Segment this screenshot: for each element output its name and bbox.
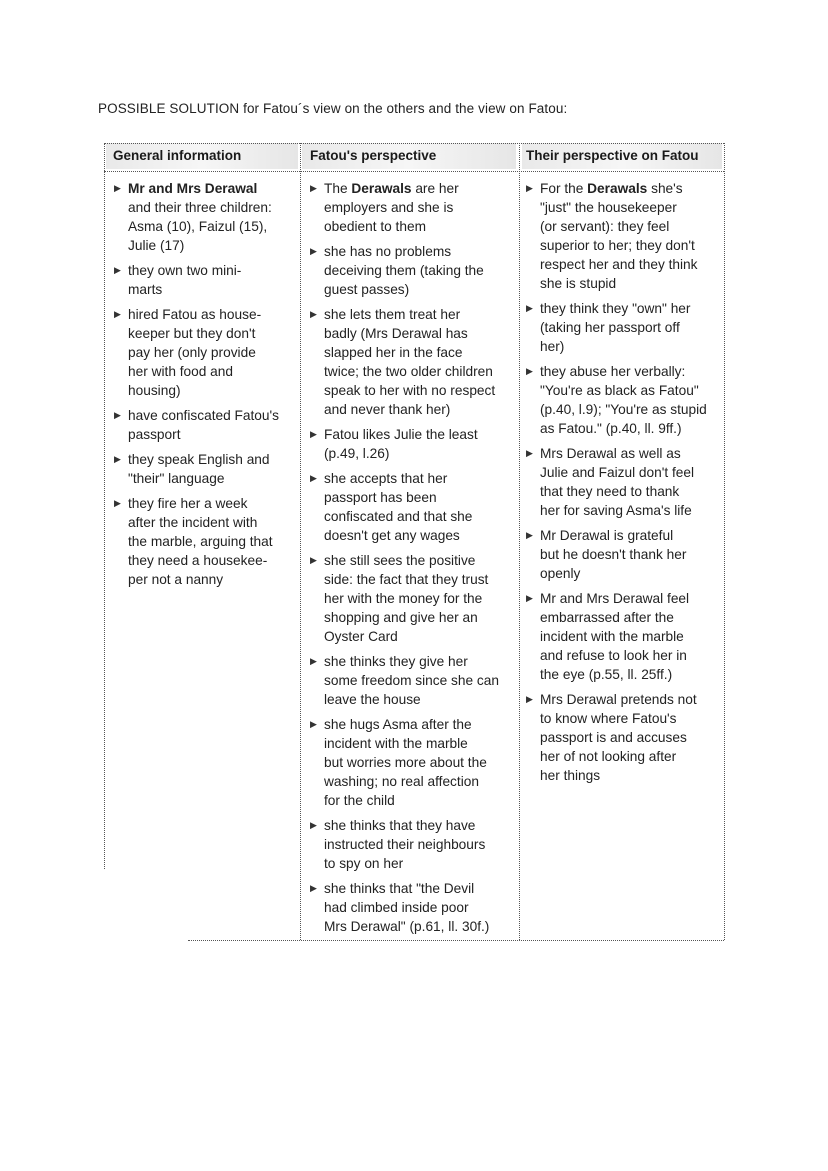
list-item-body: she thinks that they have instructed their neighbours to spy on her bbox=[324, 818, 486, 871]
list-item-text bbox=[128, 305, 298, 400]
list-item-text bbox=[324, 551, 520, 646]
list-item bbox=[308, 715, 520, 810]
list-item-body: they fire her a week after the incident with the marble, arguing that they need a housekee- per not a nanny bbox=[128, 496, 273, 587]
bullet-triangle-icon: ▶ bbox=[310, 883, 317, 893]
page-title: POSSIBLE SOLUTION for Fatou´s view on the others and the view on Fatou: bbox=[98, 101, 568, 116]
list-item bbox=[308, 879, 520, 936]
list-item-body: have confiscated Fatou's passport bbox=[128, 408, 279, 442]
bullet-triangle-icon: ▶ bbox=[114, 309, 121, 319]
list-item-bold: Derawals bbox=[351, 181, 412, 196]
list-item-body: Mrs Derawal pretends not to know where Fatou's passport is and accuses her of not looking after her things bbox=[540, 692, 697, 783]
table-top-border bbox=[104, 143, 724, 144]
table-left-border bbox=[104, 143, 105, 869]
bullet-triangle-icon: ▶ bbox=[310, 246, 317, 256]
list-item bbox=[308, 179, 520, 236]
list-item-text bbox=[540, 179, 722, 293]
list-item-text bbox=[324, 715, 520, 810]
comparison-table bbox=[104, 143, 724, 940]
list-item-text bbox=[540, 362, 722, 438]
list-item-text bbox=[540, 589, 722, 684]
bullet-triangle-icon: ▶ bbox=[526, 593, 533, 603]
list-item bbox=[112, 261, 298, 299]
bullet-triangle-icon: ▶ bbox=[310, 719, 317, 729]
list-item-text bbox=[324, 425, 520, 463]
bullet-triangle-icon: ▶ bbox=[526, 694, 533, 704]
list-item bbox=[308, 469, 520, 545]
list-item-body: Mr and Mrs Derawal feel embarrassed after the incident with the marble and refuse to look her in the eye (p.55, ll. 25ff.) bbox=[540, 591, 690, 682]
bullet-triangle-icon: ▶ bbox=[310, 555, 317, 565]
list-item bbox=[308, 425, 520, 463]
list-item bbox=[308, 242, 520, 299]
list-item-bold: Mr and Mrs Derawal bbox=[128, 181, 258, 196]
list-item-text bbox=[128, 179, 298, 255]
column-general-information bbox=[112, 179, 298, 595]
list-item-text bbox=[324, 305, 520, 419]
list-item bbox=[112, 494, 298, 589]
list-item bbox=[112, 450, 298, 488]
bullet-triangle-icon: ▶ bbox=[526, 448, 533, 458]
list-item-body: she still sees the positive side: the fact that they trust her with the money for the shopping and give her an Oyster Card bbox=[324, 553, 489, 644]
header-divider bbox=[104, 171, 724, 172]
list-item-text bbox=[128, 450, 298, 488]
bullet-triangle-icon: ▶ bbox=[526, 530, 533, 540]
list-item-prefix: For the bbox=[540, 181, 588, 196]
list-item-body: she thinks that "the Devil had climbed inside poor Mrs Derawal" (p.61, ll. 30f.) bbox=[324, 881, 490, 934]
bullet-triangle-icon: ▶ bbox=[114, 454, 121, 464]
list-item-body: she's "just" the housekeeper (or servant): they feel superior to her; they don't respect her and they think she is stupid bbox=[540, 181, 698, 291]
list-item bbox=[112, 179, 298, 255]
bullet-triangle-icon: ▶ bbox=[526, 366, 533, 376]
list-item-body: they own two mini- marts bbox=[128, 263, 242, 297]
list-item-body: Fatou likes Julie the least (p.49, l.26) bbox=[324, 427, 478, 461]
list-item-text bbox=[324, 816, 520, 873]
list-item bbox=[308, 305, 520, 419]
list-item-body: she thinks they give her some freedom since she can leave the house bbox=[324, 654, 499, 707]
column-their-perspective bbox=[524, 179, 722, 791]
list-item bbox=[524, 690, 722, 785]
table-right-border bbox=[724, 143, 725, 940]
bullet-triangle-icon: ▶ bbox=[310, 473, 317, 483]
bullet-triangle-icon: ▶ bbox=[310, 183, 317, 193]
list-item-body: she accepts that her passport has been confiscated and that she doesn't get any wages bbox=[324, 471, 473, 543]
bullet-triangle-icon: ▶ bbox=[526, 183, 533, 193]
list-item-prefix: The bbox=[324, 181, 352, 196]
list-item-bold: Derawals bbox=[587, 181, 648, 196]
list-item-text bbox=[540, 299, 722, 356]
list-item bbox=[524, 444, 722, 520]
list-item-body: she has no problems deceiving them (taking the guest passes) bbox=[324, 244, 484, 297]
column-divider-1 bbox=[300, 143, 301, 940]
list-item-text bbox=[540, 526, 722, 583]
header-general-information: General information bbox=[113, 148, 242, 163]
list-item-body: they abuse her verbally: "You're as black as Fatou" (p.40, l.9); "You're as stupid as Fatou." (p.40, ll. 9ff.) bbox=[540, 364, 707, 436]
list-item-text bbox=[540, 444, 722, 520]
list-item-text bbox=[128, 406, 298, 444]
list-item-body: they speak English and "their" language bbox=[128, 452, 270, 486]
list-item bbox=[524, 526, 722, 583]
list-item-text bbox=[540, 690, 722, 785]
list-item-body: they think they "own" her (taking her passport off her) bbox=[540, 301, 691, 354]
list-item bbox=[112, 406, 298, 444]
list-item-text bbox=[324, 879, 520, 936]
list-item-body: and their three children: Asma (10), Faizul (15), Julie (17) bbox=[128, 200, 272, 253]
bullet-triangle-icon: ▶ bbox=[310, 656, 317, 666]
list-item bbox=[524, 299, 722, 356]
bullet-triangle-icon: ▶ bbox=[114, 498, 121, 508]
bullet-triangle-icon: ▶ bbox=[114, 265, 121, 275]
bullet-triangle-icon: ▶ bbox=[114, 183, 121, 193]
list-item bbox=[524, 362, 722, 438]
bullet-triangle-icon: ▶ bbox=[114, 410, 121, 420]
list-item bbox=[308, 551, 520, 646]
list-item bbox=[112, 305, 298, 400]
list-item bbox=[308, 816, 520, 873]
list-item bbox=[308, 652, 520, 709]
list-item bbox=[524, 179, 722, 293]
header-their-perspective: Their perspective on Fatou bbox=[526, 148, 699, 163]
header-fatous-perspective: Fatou's perspective bbox=[310, 148, 437, 163]
list-item-text bbox=[128, 494, 298, 589]
list-item-text bbox=[324, 242, 520, 299]
list-item-text bbox=[324, 469, 520, 545]
bullet-triangle-icon: ▶ bbox=[310, 309, 317, 319]
list-item-body: hired Fatou as house- keeper but they don't pay her (only provide her with food and housing) bbox=[128, 307, 262, 398]
list-item-text bbox=[324, 179, 520, 236]
list-item-body: are her employers and she is obedient to them bbox=[324, 181, 459, 234]
list-item-body: Mrs Derawal as well as Julie and Faizul don't feel that they need to thank her for saving Asma's life bbox=[540, 446, 695, 518]
column-fatous-perspective bbox=[308, 179, 520, 942]
list-item-body: she hugs Asma after the incident with the marble but worries more about the washing; no real affection for the child bbox=[324, 717, 487, 808]
bullet-triangle-icon: ▶ bbox=[526, 303, 533, 313]
list-item bbox=[524, 589, 722, 684]
bullet-triangle-icon: ▶ bbox=[310, 429, 317, 439]
list-item-text bbox=[128, 261, 298, 299]
bullet-triangle-icon: ▶ bbox=[310, 820, 317, 830]
list-item-body: she lets them treat her badly (Mrs Derawal has slapped her in the face twice; the two older children speak to her with no respect and never thank her) bbox=[324, 307, 496, 417]
list-item-text bbox=[324, 652, 520, 709]
list-item-body: Mr Derawal is grateful but he doesn't thank her openly bbox=[540, 528, 687, 581]
